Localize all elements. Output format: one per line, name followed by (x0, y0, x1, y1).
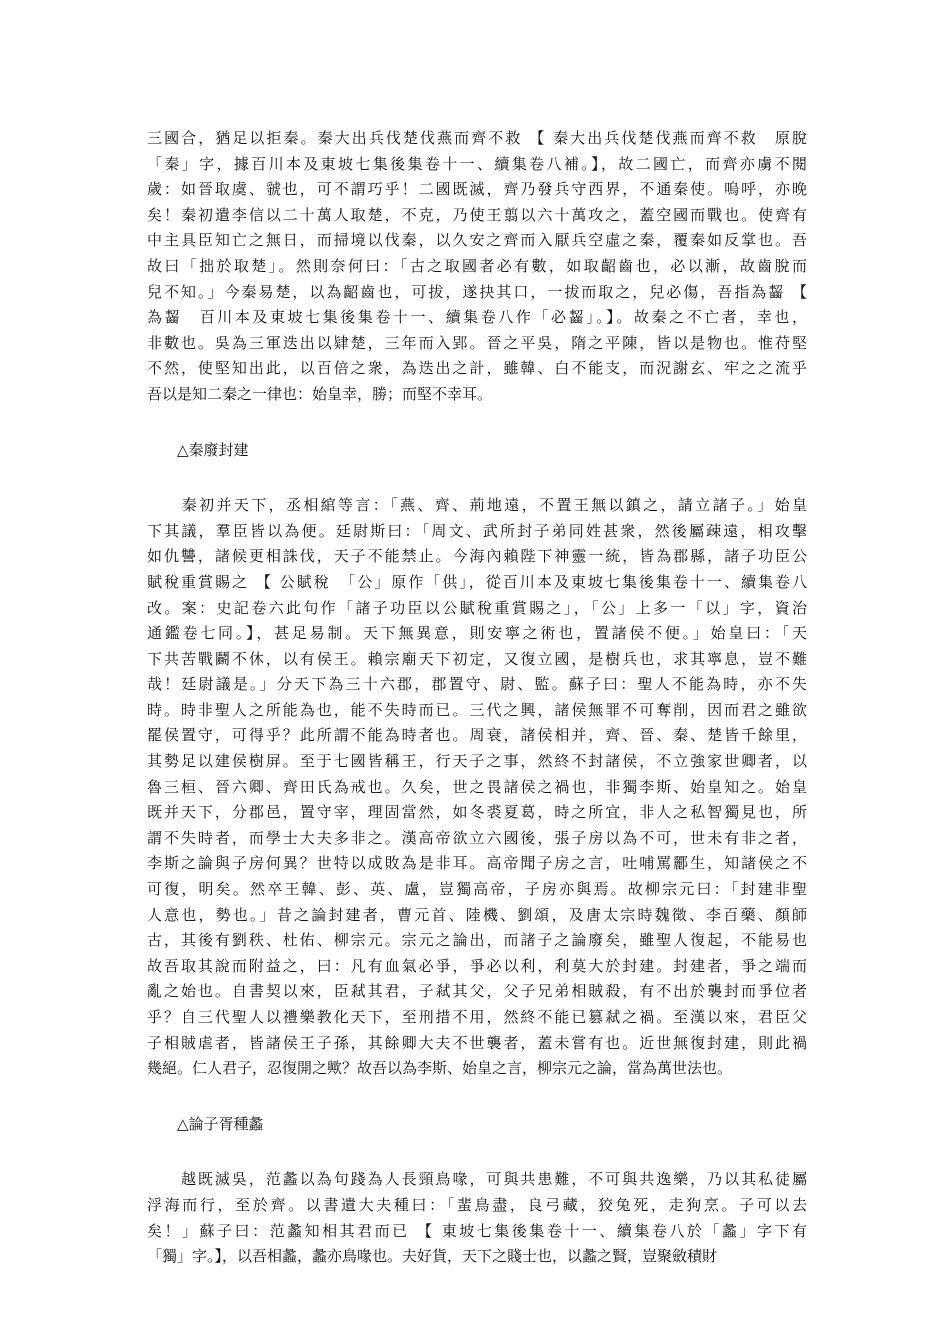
text-line: 罷侯置守，可得乎？此所謂不能為時者也。周衰，諸侯相并，齊、晉、秦、楚皆千餘里， (147, 726, 807, 745)
text-line: 哉！廷尉議是。」分天下為三十六郡，郡置守、尉、監。蘇子曰：聖人不能為時，亦不失 (147, 675, 807, 694)
text-line: 「秦」字，據百川本及東坡七集後集卷十一、續集卷八補。】，故二國亡，而齊亦虜不閱 (147, 154, 807, 173)
text-line: 非數也。吳為三軍迭出以肄楚，三年而入郢。晉之平吳，隋之平陳，皆以是物也。惟苻堅 (147, 333, 807, 352)
text-line: 古，其後有劉秩、杜佑、柳宗元。宗元之論出，而諸子之論廢矣，雖聖人復起，不能易也 (147, 931, 807, 950)
text-line: 三國合，猶足以拒秦。秦大出兵伐楚伐燕而齊不救 【 秦大出兵伐楚伐燕而齊不救 原脫 (147, 129, 807, 147)
text-line: 中主具臣知亡之無日，而掃境以伐秦，以久安之齊而入厭兵空虛之秦，覆秦如反掌也。吾 (147, 231, 807, 250)
text-line: 「獨」字。】，以吾相蠡，蠡亦鳥喙也。夫好貨，天下之賤士也，以蠡之賢，豈聚斂積財 (147, 1247, 718, 1266)
text-line: 矣！秦初遣李信以二十萬人取楚，不克，乃使王翦以六十萬攻之，蓋空國而戰也。使齊有 (147, 205, 807, 224)
section-heading-zixu-zhong-li: △論子胥種蠡 (177, 1114, 264, 1133)
paragraph-fan-li (147, 1167, 807, 1269)
text-line: 越既滅吳，范蠡以為句踐為人長頸鳥喙，可與共患難，不可與共逸樂，乃以其私徒屬 (147, 1170, 807, 1189)
text-line: 故吾取其說而附益之，曰：凡有血氣必爭，爭必以利，利莫大於封建。封建者，爭之端而 (147, 956, 807, 975)
paragraph-qin-feudalism (147, 493, 807, 1082)
text-line: 謂不失時者，而學士大夫多非之。漢高帝欲立六國後，張子房以為不可，世未有非之者， (147, 828, 807, 847)
text-line: 乎？自三代聖人以禮樂教化天下，至刑措不用，然終不能已篡弒之禍。至漢以來，君臣父 (147, 1008, 807, 1026)
text-line: 不然，使堅知出此，以百倍之衆，為迭出之計，雖韓、白不能支，而況謝玄、牢之之流乎 (147, 359, 807, 378)
text-line: 其勢足以建侯樹屏。至于七國皆稱王，行天子之事，然終不封諸侯，不立強家世卿者，以 (147, 752, 807, 771)
text-line: 賦稅重賞賜之 【 公賦稅 「公」原作「供」，從百川本及東坡七集後集卷十一、續集卷八 (147, 572, 807, 591)
text-line: 李斯之論與子房何異？世特以成敗為是非耳。高帝聞子房之言，吐哺罵酈生，知諸侯之不 (147, 854, 807, 873)
text-line: 矣！」蘇子曰：范蠡知相其君而已 【 東坡七集後集卷十一、續集卷八於「蠡」字下有 (147, 1221, 807, 1240)
text-line: 為齧 百川本及東坡七集後集卷十一、續集卷八作「必齧」。】。故秦之不亡者，幸也， (147, 308, 807, 327)
text-line: 歲：如晉取虞、虢也，可不謂巧乎！二國既滅，齊乃發兵守西界，不通秦使。嗚呼，亦晚 (147, 180, 807, 199)
text-line: 時。時非聖人之所能為也，能不失時而已。三代之興，諸侯無罪不可奪削，因而君之雖欲 (147, 700, 807, 719)
text-line: 亂之始也。自書契以來，臣弒其君，子弒其父，父子兄弟相賊殺，有不出於襲封而爭位者 (147, 982, 807, 1001)
section-heading-qin-abolishes-feudalism: △秦廢封建 (177, 440, 249, 459)
text-line: 浮海而行，至於齊。以書遺大夫種曰：「蜚鳥盡，良弓藏，狡兔死，走狗烹。子可以去 (147, 1195, 807, 1214)
text-line: 下共苦戰鬬不休，以有侯王。賴宗廟天下初定，又復立國，是樹兵也，求其寧息，豈不難 (147, 649, 807, 668)
document-page (147, 126, 807, 1270)
text-line: 既并天下，分郡邑，置守宰，理固當然，如冬裘夏葛，時之所宜，非人之私智獨見也，所 (147, 803, 807, 822)
text-line: 通鑑卷七同。】，甚足易制。天下無異意，則安寧之術也，置諸侯不便。」始皇曰：「天 (147, 624, 807, 643)
text-line: 吾以是知二秦之一律也：始皇幸，勝；而堅不幸耳。 (147, 384, 493, 403)
text-line: 秦初并天下，丞相綰等言：「燕、齊、荊地遠，不置王無以鎮之，請立諸子。」始皇 (147, 496, 807, 515)
text-line: 人意也，勢也。」昔之論封建者，曹元首、陸機、劉頌，及唐太宗時魏徵、李百藥、顏師 (147, 905, 807, 924)
text-line: 兒不知。」今秦易楚，以為齠齒也，可拔，遂抉其口，一拔而取之，兒必傷，吾指為齧 【 (147, 282, 807, 301)
text-line: 如仇讐，諸候更相誅伐，天子不能禁止。今海內賴陛下神靈一統，皆為郡縣，諸子功臣公 (147, 547, 807, 566)
text-line: 改。案：史記卷六此句作「諸子功臣以公賦稅重賞賜之」，「公」上多一「以」字，資治 (147, 598, 807, 617)
text-line: 魯三桓、晉六卿、齊田氏為戒也。久矣，世之畏諸侯之禍也，非獨李斯、始皇知之。始皇 (147, 777, 807, 796)
text-line: 幾絕。仁人君子，忍復開之歟？故吾以為李斯、始皇之言，柳宗元之論，當為萬世法也。 (147, 1059, 733, 1078)
text-line: 可復，明矣。然卒王韓、彭、英、盧，豈獨高帝，子房亦與焉。故柳宗元曰：「封建非聖 (147, 880, 807, 899)
text-line: 故曰「拙於取楚」。然則奈何曰：「古之取國者必有數，如取齠齒也，必以漸，故齒脫而 (147, 256, 807, 275)
text-line: 子相賊虐者，皆諸侯王子孫，其餘卿大夫不世襲者，蓋未嘗有也。近世無復封建，則此禍 (147, 1033, 807, 1052)
paragraph-qin-conquest (147, 126, 807, 408)
text-line: 下其議，羣臣皆以為便。廷尉斯曰：「周文、武所封子弟同姓甚衆，然後屬疎遠，相攻擊 (147, 521, 807, 540)
